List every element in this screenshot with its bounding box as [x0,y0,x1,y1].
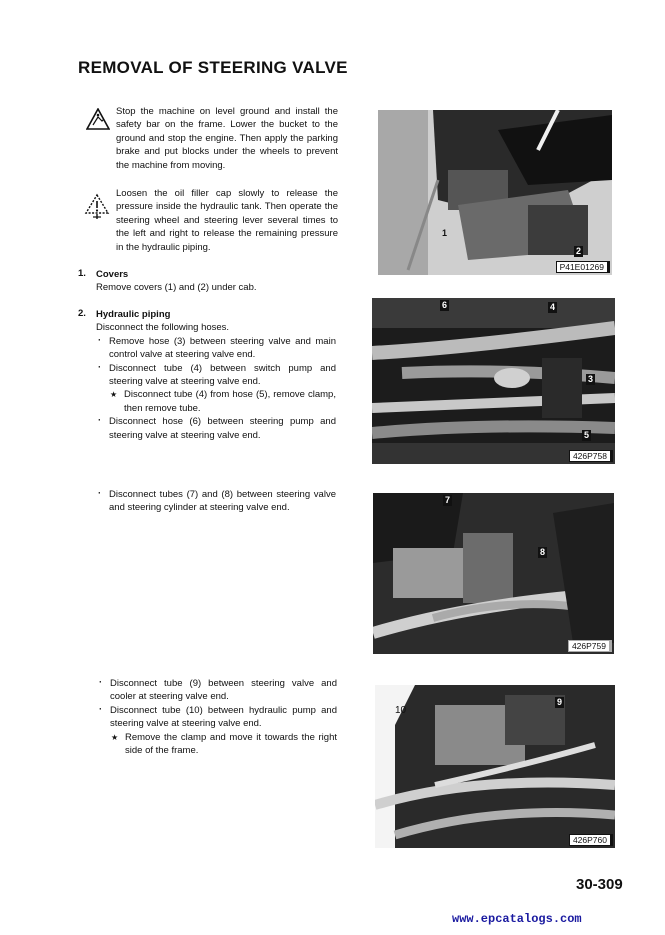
list-item: · Disconnect tubes (7) and (8) between steering valve and steering cylinder at steering valve end. [96,488,336,515]
section-number-1: 1. [78,268,86,279]
step-tubes-9-10 [97,677,337,757]
photo-steering-cylinder-tubes [373,493,614,654]
callout-7: 7 [445,495,451,505]
callout-3: 3 [588,374,594,384]
warning-text-1: Stop the machine on level ground and install the safety bar on the frame. Lower the bucket to the ground and stop the engine. Then apply the parking brake and put blocks under the wheels to prevent the machine from moving. [116,106,338,171]
photo-cooler-pump-tubes [375,685,615,848]
warning-text-2: Loosen the oil filler cap slowly to release the pressure inside the hydraulic tank. Then operate the steering wheel and steering lever several times to the left and right to release the remaining pressure in the hydraulic piping. [116,188,338,253]
pressure-release-icon [84,192,110,225]
warning-triangle-icon [86,108,110,135]
section-covers [96,268,340,295]
callout-9: 9 [557,697,563,707]
page-title: REMOVAL OF STEERING VALVE [78,58,348,77]
photo-caption: 426P759 [568,640,612,652]
callout-10: 10 [395,705,407,716]
list-item: · Disconnect tube (4) between switch pump and steering valve at steering valve end. [96,362,336,389]
list-item: · Remove hose (3) between steering valve and main control valve at steering valve end. [96,335,336,362]
section-heading-covers: Covers [96,269,129,280]
photo-cab-covers [378,110,612,275]
list-item: · Disconnect tube (9) between steering valve and cooler at steering valve end. [97,677,337,704]
photo-caption: 426P760 [569,834,613,846]
section-intro-piping: Disconnect the following hoses. [96,322,230,334]
note-item: ★ Disconnect tube (4) from hose (5), remove clamp, then remove tube. [109,388,336,415]
section-number-2: 2. [78,308,86,319]
section-heading-piping: Hydraulic piping [96,309,171,320]
photo-caption: 426P758 [569,450,613,462]
callout-8: 8 [540,547,546,557]
callout-1: 1 [442,228,448,238]
section-hydraulic-piping [96,308,336,442]
callout-4: 4 [550,302,556,312]
page-number: 30-309 [576,876,623,893]
step-tubes-7-8 [96,488,336,515]
list-item: · Disconnect hose (6) between steering pump and steering valve at steering valve end. [96,415,336,442]
note-item: ★ Remove the clamp and move it towards the right side of the frame. [110,731,337,758]
watermark-url[interactable]: www.epcatalogs.com [452,912,582,926]
callout-6: 6 [442,300,448,310]
callout-5: 5 [584,430,590,440]
photo-hydraulic-hoses [372,298,615,464]
callout-2: 2 [576,246,582,256]
photo-caption: P41E01269 [556,261,610,273]
section-text-covers: Remove covers (1) and (2) under cab. [96,282,257,294]
list-item: · Disconnect tube (10) between hydraulic pump and steering valve at steering valve end. [97,704,337,731]
